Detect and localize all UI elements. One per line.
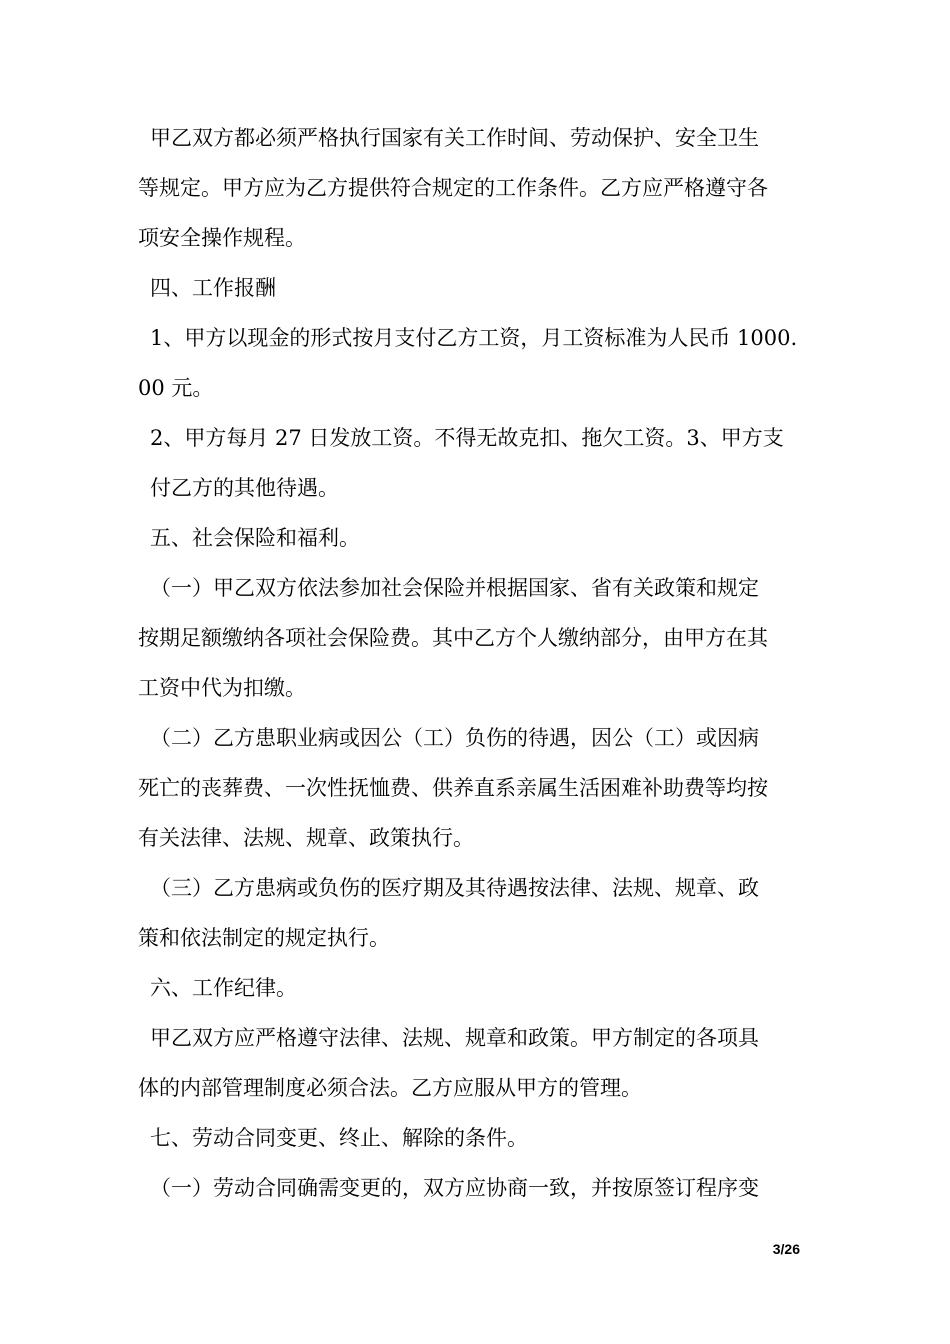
text-line: （二）乙方患职业病或因公（工）负伤的待遇，因公（工）或因病 <box>150 726 759 750</box>
text-line: 策和依法制定的规定执行。 <box>138 926 390 950</box>
text-line: （三）乙方患病或负伤的医疗期及其待遇按法律、法规、规章、政 <box>150 876 759 900</box>
text-line: 死亡的丧葬费、一次性抚恤费、供养直系亲属生活困难补助费等均按 <box>138 776 768 800</box>
page-number: 3/26 <box>772 1241 800 1257</box>
text-line: 工资中代为扣缴。 <box>138 676 306 700</box>
text-line: （一）劳动合同确需变更的，双方应协商一致，并按原签订程序变 <box>150 1176 759 1200</box>
section-heading: 六、工作纪律。 <box>150 976 297 1000</box>
text-line: 00 元。 <box>138 376 214 400</box>
section-heading: 四、工作报酬 <box>150 276 276 300</box>
text-line: 有关法律、法规、规章、政策执行。 <box>138 826 474 850</box>
text-line: 甲乙双方应严格遵守法律、法规、规章和政策。甲方制定的各项具 <box>150 1026 759 1050</box>
text-line: 按期足额缴纳各项社会保险费。其中乙方个人缴纳部分，由甲方在其 <box>138 626 768 650</box>
text-line: 付乙方的其他待遇。 <box>150 476 339 500</box>
text-line: 体的内部管理制度必须合法。乙方应服从甲方的管理。 <box>138 1076 642 1100</box>
text-line: 项安全操作规程。 <box>138 226 306 250</box>
text-line: （一）甲乙双方依法参加社会保险并根据国家、省有关政策和规定 <box>150 576 759 600</box>
text-line: 等规定。甲方应为乙方提供符合规定的工作条件。乙方应严格遵守各 <box>138 176 768 200</box>
text-line: 甲乙双方都必须严格执行国家有关工作时间、劳动保护、安全卫生 <box>150 126 759 150</box>
section-heading: 五、社会保险和福利。 <box>150 526 360 550</box>
section-heading: 七、劳动合同变更、终止、解除的条件。 <box>150 1126 528 1150</box>
text-line: 1、甲方以现金的形式按月支付乙方工资，月工资标准为人民币 1000. <box>150 326 798 350</box>
text-line: 2、甲方每月 27 日发放工资。不得无故克扣、拖欠工资。3、甲方支 <box>150 426 784 450</box>
